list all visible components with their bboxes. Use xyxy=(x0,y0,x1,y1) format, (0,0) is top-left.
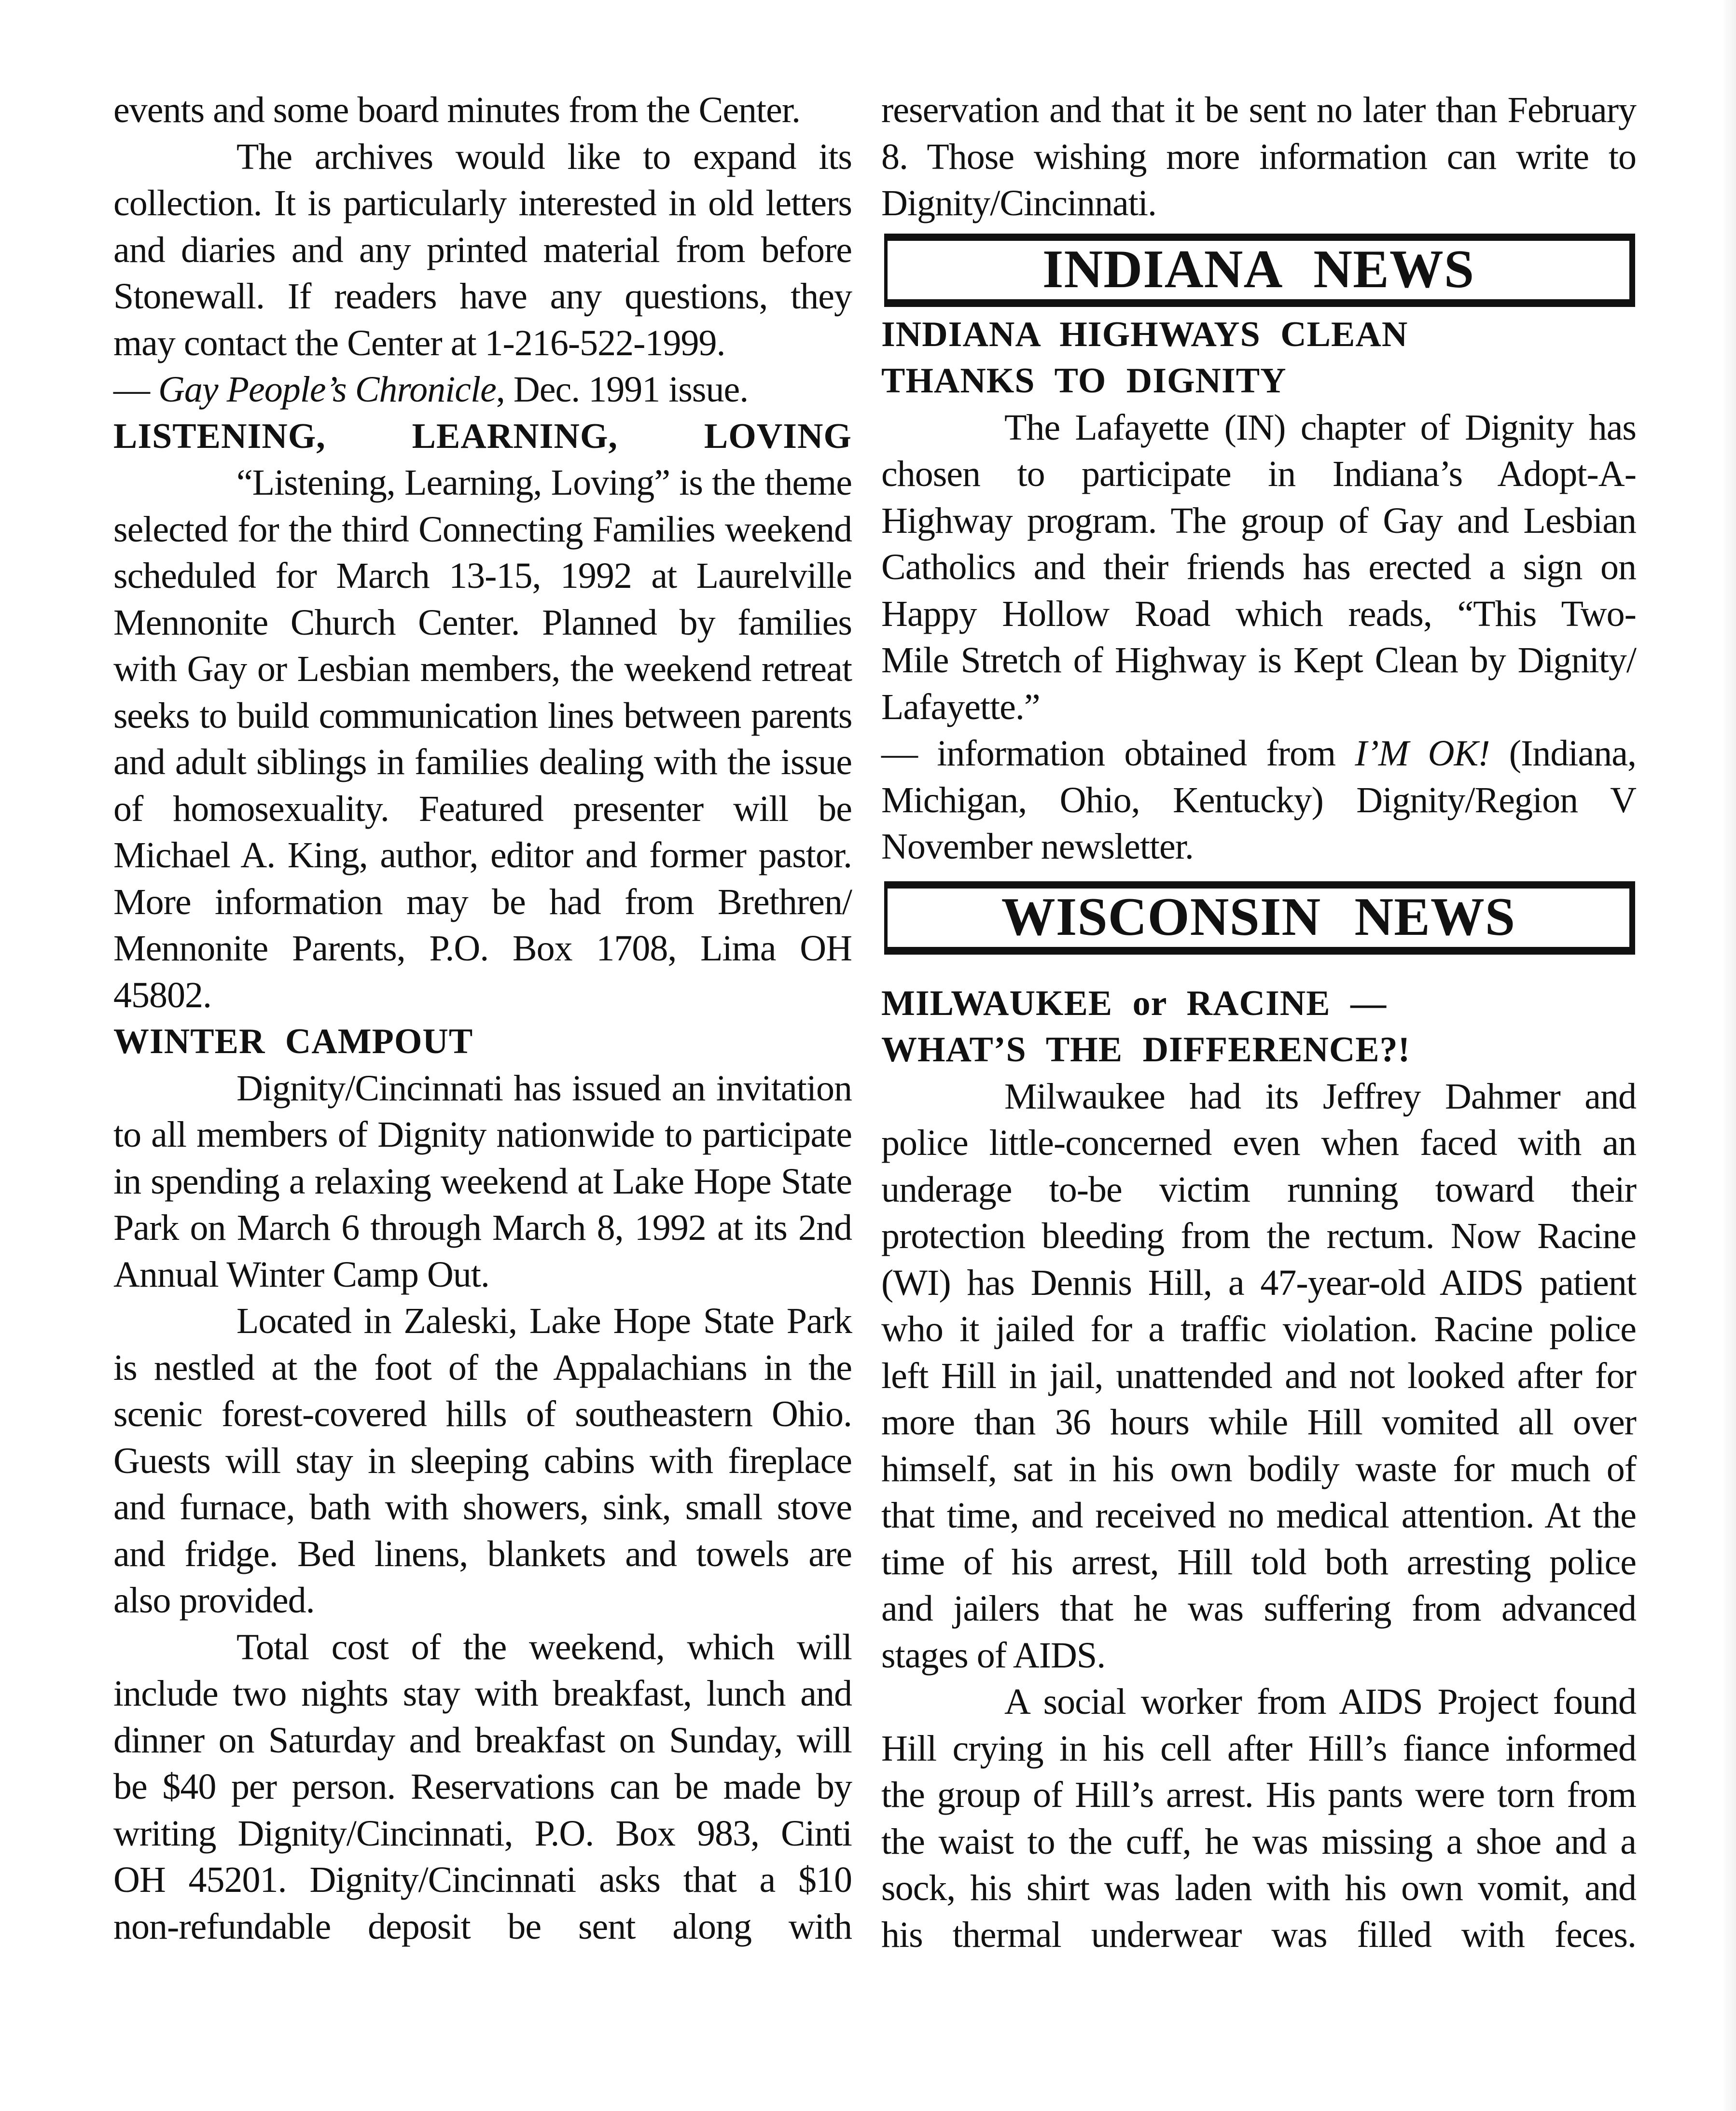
text-line: time of his arrest, Hill told both arresting police xyxy=(881,1542,1636,1583)
text-line: with Gay or Lesbian members, the weekend retreat xyxy=(113,649,852,689)
indiana-news-banner: INDIANA NEWS xyxy=(884,234,1635,307)
text-line: 45802. xyxy=(113,974,211,1015)
page-edge-shadow xyxy=(1722,0,1736,2111)
text-line: Happy Hollow Road which reads, “This Two- xyxy=(881,593,1636,634)
heading-line: LISTENING, LEARNING, LOVING xyxy=(113,416,852,456)
text-line: Michael A. King, author, editor and former pastor. xyxy=(113,835,852,875)
text-line: to all members of Dignity nationwide to participate xyxy=(113,1114,852,1155)
text-line: events and some board minutes from the Center. xyxy=(113,90,800,130)
text-line: include two nights stay with breakfast, lunch and xyxy=(113,1673,852,1714)
article-heading xyxy=(881,311,1636,404)
text-line: Mile Stretch of Highway is Kept Clean by Dignity/ xyxy=(881,640,1636,681)
heading-line: WHAT’S THE DIFFERENCE?! xyxy=(881,1030,1411,1069)
source-text: Michigan, Ohio, Kentucky) Dignity/Region V xyxy=(881,779,1636,820)
text-line: OH 45201. Dignity/Cincinnati asks that a $10 xyxy=(113,1860,852,1900)
text-line: the group of Hill’s arrest. His pants were torn from xyxy=(881,1775,1636,1815)
paragraph xyxy=(113,1065,852,1298)
text-line: Mennonite Parents, P.O. Box 1708, Lima OH xyxy=(113,928,852,969)
text-line: himself, sat in his own bodily waste for much of xyxy=(881,1448,1636,1489)
text-line: Milwaukee had its Jeffrey Dahmer and xyxy=(1004,1076,1636,1117)
text-line: sock, his shirt was laden with his own vomit, and xyxy=(881,1868,1636,1908)
text-line: who it jailed for a traffic violation. Racine police xyxy=(881,1309,1636,1349)
source-line xyxy=(881,777,1636,824)
text-line: stages of AIDS. xyxy=(881,1635,1106,1676)
text-line: scheduled for March 13-15, 1992 at Laurelville xyxy=(113,556,852,596)
text-line: Highway program. The group of Gay and Lesbian xyxy=(881,500,1636,541)
text-line: The archives would like to expand its xyxy=(236,136,852,177)
text-line: Guests will stay in sleeping cabins with fireplace xyxy=(113,1440,852,1481)
text-line: protection bleeding from the rectum. Now Racine xyxy=(881,1216,1636,1256)
source-text: — information obtained from xyxy=(881,733,1355,774)
paragraph xyxy=(881,404,1636,731)
text-line: left Hill in jail, unattended and not looked after for xyxy=(881,1355,1636,1396)
text-line: more than 36 hours while Hill vomited all over xyxy=(881,1402,1636,1443)
text-line: of homosexuality. Featured presenter will be xyxy=(113,788,852,829)
publication-title: I’M OK! xyxy=(1355,733,1490,774)
text-line: Located in Zaleski, Lake Hope State Park xyxy=(236,1301,852,1341)
text-line: non-refundable deposit be sent along with xyxy=(113,1906,852,1947)
text-line: that time, and received no medical attention. At the xyxy=(881,1495,1636,1536)
text-line: “Listening, Learning, Loving” is the theme xyxy=(236,462,852,503)
text-line: Lafayette.” xyxy=(881,686,1040,727)
source-line xyxy=(881,823,1636,870)
paragraph xyxy=(881,1073,1636,1679)
text-line: also provided. xyxy=(113,1580,315,1621)
paragraph xyxy=(113,134,852,367)
publication-title: Gay People’s Chronicle xyxy=(158,369,496,410)
text-line: Hill crying in his cell after Hill’s fiance informed xyxy=(881,1728,1636,1769)
text-line: reservation and that it be sent no later than February xyxy=(881,90,1636,130)
text-line: seeks to build communication lines between parents xyxy=(113,695,852,736)
source-text: November newsletter. xyxy=(881,826,1194,867)
text-line: The Lafayette (IN) chapter of Dignity has xyxy=(1004,407,1636,448)
heading-line: INDIANA HIGHWAYS CLEAN xyxy=(881,314,1408,354)
text-line: Park on March 6 through March 8, 1992 at its 2nd xyxy=(113,1208,852,1248)
paragraph xyxy=(113,1298,852,1624)
heading-line: MILWAUKEE or RACINE — xyxy=(881,983,1387,1023)
text-line: 8. Those wishing more information can write to xyxy=(881,136,1636,177)
source-text: , Dec. 1991 issue. xyxy=(496,369,749,410)
paragraph xyxy=(113,87,852,134)
text-line: selected for the third Connecting Families weekend xyxy=(113,509,852,550)
text-line: Catholics and their friends has erected a sign on xyxy=(881,547,1636,587)
text-line: A social worker from AIDS Project found xyxy=(1004,1681,1636,1722)
text-line: be $40 per person. Reservations can be made by xyxy=(113,1766,852,1807)
text-line: scenic forest-covered hills of southeastern Ohio. xyxy=(113,1394,852,1434)
text-line: and diaries and any printed material from before xyxy=(113,229,852,270)
text-line: chosen to participate in Indiana’s Adopt-A- xyxy=(881,454,1636,494)
wisconsin-news-banner: WISCONSIN NEWS xyxy=(884,881,1635,955)
text-line: Dignity/Cincinnati. xyxy=(881,183,1156,223)
text-line: may contact the Center at 1-216-522-1999. xyxy=(113,322,725,363)
article-heading xyxy=(113,413,852,460)
paragraph xyxy=(113,459,852,1018)
text-line: Total cost of the weekend, which will xyxy=(236,1626,852,1667)
text-line: the waist to the cuff, he was missing a shoe and a xyxy=(881,1821,1636,1862)
text-line: dinner on Saturday and breakfast on Sunday, will xyxy=(113,1720,852,1761)
article-heading xyxy=(113,1018,852,1065)
paragraph xyxy=(113,1624,852,1950)
paragraph xyxy=(881,87,1636,227)
left-column xyxy=(113,87,852,1950)
source-text: (Indiana, xyxy=(1489,733,1637,774)
text-line: writing Dignity/Cincinnati, P.O. Box 983, Cinti xyxy=(113,1813,852,1854)
heading-line: WINTER CAMPOUT xyxy=(113,1022,473,1061)
text-line: Mennonite Church Center. Planned by families xyxy=(113,602,852,643)
source-citation xyxy=(881,730,1636,870)
text-line: and adult siblings in families dealing with the issue xyxy=(113,742,852,782)
text-line: police little-concerned even when faced with an xyxy=(881,1123,1636,1163)
text-line: More information may be had from Brethren/ xyxy=(113,881,852,922)
text-line: in spending a relaxing weekend at Lake Hope State xyxy=(113,1161,852,1202)
text-line: Dignity/Cincinnati has issued an invitation xyxy=(236,1068,852,1109)
text-line: Stonewall. If readers have any questions, they xyxy=(113,276,852,317)
text-line: is nestled at the foot of the Appalachians in the xyxy=(113,1347,852,1388)
heading-line: THANKS TO DIGNITY xyxy=(881,361,1287,401)
text-line: his thermal underwear was filled with feces. xyxy=(881,1914,1636,1955)
text-line: collection. It is particularly interested in old letters xyxy=(113,183,852,223)
source-citation xyxy=(113,366,852,413)
source-line xyxy=(881,730,1636,777)
source-line xyxy=(113,366,852,413)
paragraph xyxy=(881,1679,1636,1958)
text-line: Annual Winter Camp Out. xyxy=(113,1254,489,1295)
article-heading xyxy=(881,980,1636,1073)
text-line: and fridge. Bed linens, blankets and towels are xyxy=(113,1533,852,1574)
source-text: — xyxy=(113,369,158,410)
text-line: and jailers that he was suffering from advanced xyxy=(881,1588,1636,1629)
text-line: underage to-be victim running toward their xyxy=(881,1169,1636,1210)
text-line: and furnace, bath with showers, sink, small stove xyxy=(113,1487,852,1528)
right-column xyxy=(881,87,1636,1958)
text-line: (WI) has Dennis Hill, a 47-year-old AIDS patient xyxy=(881,1262,1636,1303)
